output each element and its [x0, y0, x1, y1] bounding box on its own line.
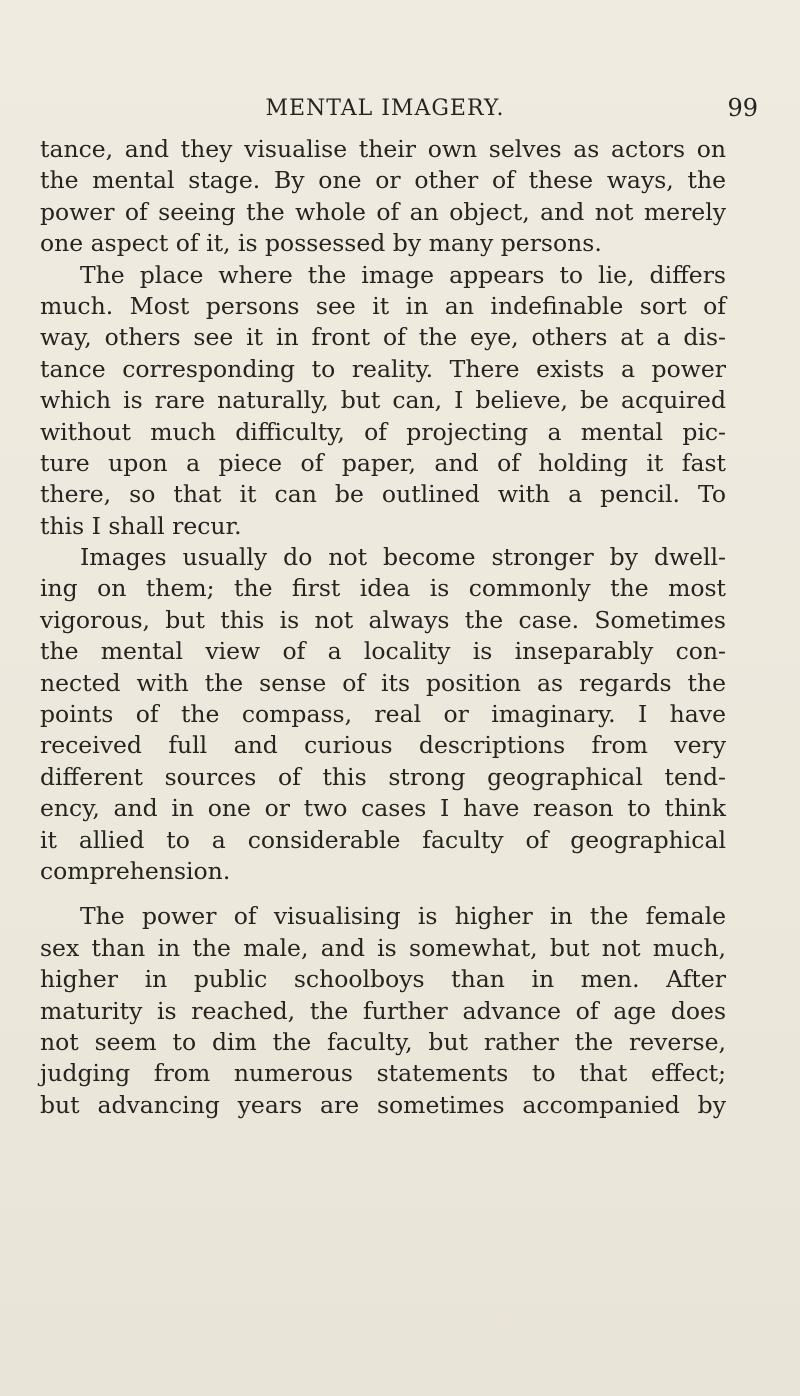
running-title: MENTAL IMAGERY. — [265, 96, 505, 121]
text-line: Images usually do not become stronger by dwell- — [80, 543, 726, 572]
text-line: tance, and they visualise their own selves as actors on — [40, 135, 726, 163]
text-line: ture upon a piece of paper, and of holding it fast — [40, 448, 726, 477]
paragraph — [40, 542, 726, 887]
text-line: but advancing years are sometimes accompanied by — [40, 1090, 726, 1119]
text-line: it allied to a considerable faculty of geographical — [40, 825, 726, 854]
text-line: one aspect of it, is possessed by many persons. — [40, 229, 602, 258]
text-line: which is rare naturally, but can, I believe, be acquired — [40, 386, 726, 415]
page-number: 99 — [727, 94, 758, 122]
text-line: the mental view of a locality is inseparably con- — [40, 637, 726, 666]
text-line: not seem to dim the faculty, but rather the reverse, — [40, 1027, 726, 1056]
text-line: different sources of this strong geographical tend- — [40, 762, 726, 791]
text-line: way, others see it in front of the eye, others at a dis- — [40, 323, 726, 352]
text-line: the mental stage. By one or other of these ways, the — [40, 166, 726, 195]
text-line: higher in public schoolboys than in men. After — [40, 965, 726, 994]
text-line: vigorous, but this is not always the case. Sometimes — [40, 605, 726, 634]
running-head — [40, 94, 758, 124]
text-line: The power of visualising is higher in the female — [80, 902, 726, 931]
text-line: nected with the sense of its position as regards the — [40, 668, 726, 697]
text-line: without much difficulty, of projecting a mental pic- — [40, 417, 726, 446]
text-line: The place where the image appears to lie, differs — [80, 260, 726, 289]
body-text — [40, 134, 726, 1121]
text-line: comprehension. — [40, 856, 231, 885]
text-line: ing on them; the first idea is commonly the most — [40, 574, 726, 603]
text-line: power of seeing the whole of an object, and not merely — [40, 197, 726, 226]
text-line: ency, and in one or two cases I have reason to think — [40, 794, 726, 823]
text-line: sex than in the male, and is somewhat, but not much, — [40, 933, 726, 962]
paragraph-gap — [40, 887, 726, 901]
text-line: there, so that it can be outlined with a pencil. To — [40, 480, 726, 509]
paragraph — [40, 134, 726, 260]
paragraph — [40, 260, 726, 543]
text-line: tance corresponding to reality. There exists a power — [40, 354, 726, 383]
text-line: much. Most persons see it in an indefinable sort of — [40, 291, 726, 320]
text-line: points of the compass, real or imaginary. I have — [40, 700, 726, 729]
text-line: judging from numerous statements to that effect; — [40, 1059, 726, 1088]
paragraph — [40, 901, 726, 1121]
text-line: maturity is reached, the further advance of age does — [40, 996, 726, 1025]
text-line: this I shall recur. — [40, 511, 242, 540]
text-line: received full and curious descriptions from very — [40, 731, 726, 760]
